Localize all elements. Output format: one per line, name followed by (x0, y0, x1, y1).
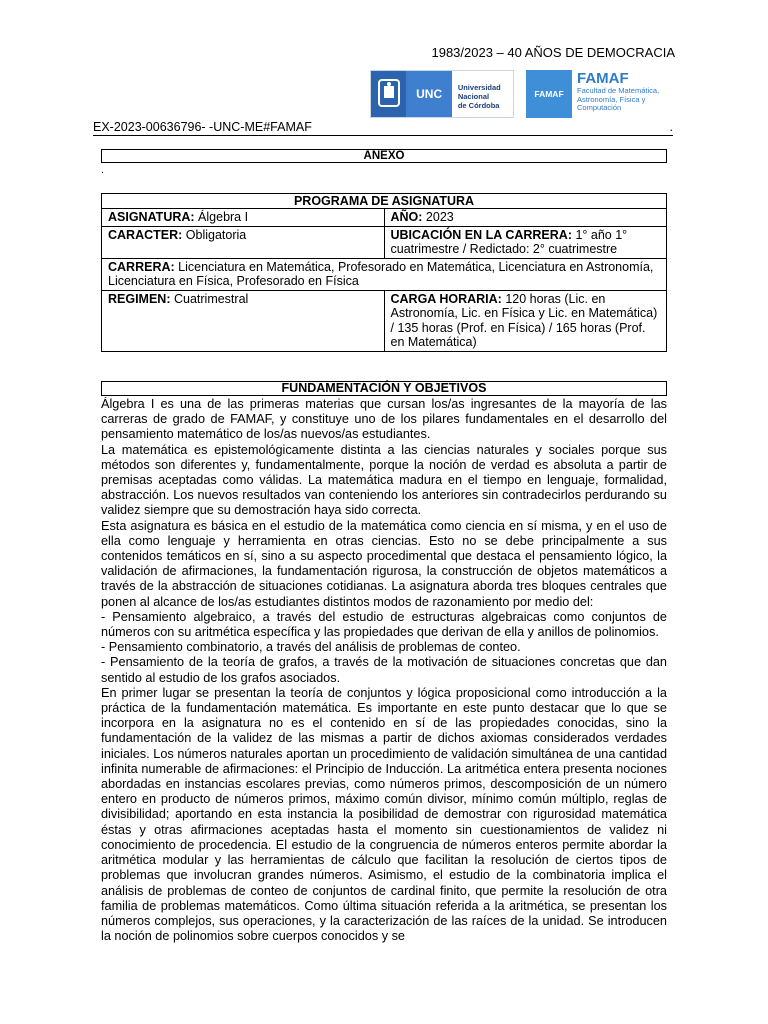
paragraph: - Pensamiento algebraico, a través del estudio de estructuras algebraicas como conjuntos de números con su aritmética específica y las propiedades que derivan de ella y anillos de polinomios. (101, 609, 667, 640)
paragraph: - Pensamiento combinatorio, a través del análisis de problemas de conteo. (101, 640, 521, 655)
paragraph: Esta asignatura es básica en el estudio de la matemática como ciencia en sí misma, y en el uso de ella como lenguaje y herramienta en otras ciencias. Esto no se debe principalmente a sus contenidos temáticos en sí, sino a su aspecto procedimental que destaca el pensamiento lógico, la validación de afirmaciones, la fundamentación rigurosa, la construcción de objetos matemáticos a través de la abstracción de situaciones cotidianas. La asignatura aborda tres bloques centrales que ponen al alcance de los/as estudiantes distintos modos de razonamiento por medio del: (101, 518, 667, 609)
anexo-title: ANEXO (101, 149, 667, 163)
document-reference (93, 120, 673, 136)
programa-title: PROGRAMA DE ASIGNATURA (102, 194, 667, 209)
programa-table (101, 193, 667, 352)
anio-cell: AÑO: 2023 (384, 209, 667, 227)
unc-mark: UNC (406, 71, 451, 117)
expediente-number: EX-2023-00636796- -UNC-ME#FAMAF (93, 120, 312, 134)
famaf-logo (526, 70, 672, 118)
asignatura-cell: ASIGNATURA: Álgebra I (102, 209, 385, 227)
paragraph: - Pensamiento de la teoría de grafos, a través de la motivación de situaciones concretas que dan sentido al estudio de los grafos asociados. (101, 655, 667, 685)
regimen-cell: REGIMEN: Cuatrimestral (102, 290, 385, 351)
fundamentacion-title: FUNDAMENTACIÓN Y OBJETIVOS (101, 381, 667, 396)
anexo-dot: . (101, 164, 105, 176)
unc-seal-icon (371, 71, 406, 117)
institution-logos (370, 70, 672, 118)
doc-ref-dot: . (669, 120, 673, 134)
paragraph: En primer lugar se presentan la teoría de conjuntos y lógica proposicional como introducción a la práctica de la fundamentación matemática. Es importante en este punto destacar que lo que se incorpora en la asignatura no es el contenido en sí de las propiedades conocidas, sino la fundamentación de la validez de las mismas a partir de dichos axiomas considerados verdades iniciales. Los números naturales aportan un procedimiento de validación simultánea de una cantidad infinita numerable de afirmaciones: el Principio de Inducción. La aritmética entera presenta nociones abordadas en instancias escolares previas, como números primos, descomposición de un número entero en producto de números primos, máximo común divisor, mínimo común múltiplo, reglas de divisibilidad; aportando en esta instancia la posibilidad de demostrar con rigurosidad matemática éstas y otras afirmaciones aceptadas hasta el momento sin cuestionamientos de validez ni conocimiento de procedencia. El estudio de la congruencia de números enteros permite abordar la aritmética modular y las herramientas de cálculo que facilitan la resolución de ciertos tipos de problemas que involucran grandes números. Asimismo, el estudio de la combinatoria implica el análisis de problemas de conteo de conjuntos de cardinal finito, que permite la resolución de otra familia de problemas matemáticos. Como última situación referida a la aritmética, se presentan los números complejos, sus operaciones, y la caracterización de las raíces de la unidad. Se introducen la noción de polinomios sobre cuerpos conocidos y se (101, 685, 667, 944)
fundamentacion-body (101, 397, 667, 957)
carrera-cell: CARRERA: Licenciatura en Matemática, Profesorado en Matemática, Licenciatura en Astronomía, Licenciatura en Física, Profesorado en Física (102, 258, 667, 290)
anniversary-header: 1983/2023 – 40 AÑOS DE DEMOCRACIA (431, 45, 675, 60)
paragraph: Álgebra I es una de las primeras materias que cursan los/as ingresantes de la mayoría de las carreras de grado de FAMAF, y constituye uno de los pilares fundamentales en el desarrollo del pensamiento matemático de los/as nuevos/as estudiantes. (101, 397, 667, 442)
unc-logo (370, 70, 514, 118)
unc-name: Universidad Nacional de Córdoba (457, 83, 501, 110)
ubicacion-cell: UBICACIÓN EN LA CARRERA: 1° año 1° cuatrimestre / Redictado: 2° cuatrimestre (384, 226, 667, 258)
carga-cell: CARGA HORARIA: 120 horas (Lic. en Astronomía, Lic. en Física y Lic. en Matemática) / 135 horas (Prof. en Física) / 165 horas (Prof. en Matemática) (384, 290, 667, 351)
caracter-cell: CARACTER: Obligatoria (102, 226, 385, 258)
paragraph: La matemática es epistemológicamente distinta a las ciencias naturales y sociales porque sus métodos son diferentes y, fundamentalmente, porque la noción de verdad es absoluta a partir de premisas aceptadas como válidas. La matemática madura en el tiempo en lenguaje, formalidad, abstracción. Los nuevos resultados van conteniendo los anteriores sin contradecirlos perdurando su validez siempre que su demostración haya sido correcta. (101, 442, 667, 518)
famaf-text: FAMAF Facultad de Matemática, Astronomía, Física y Computación (577, 70, 660, 112)
famaf-mark: FAMAF (526, 70, 572, 118)
